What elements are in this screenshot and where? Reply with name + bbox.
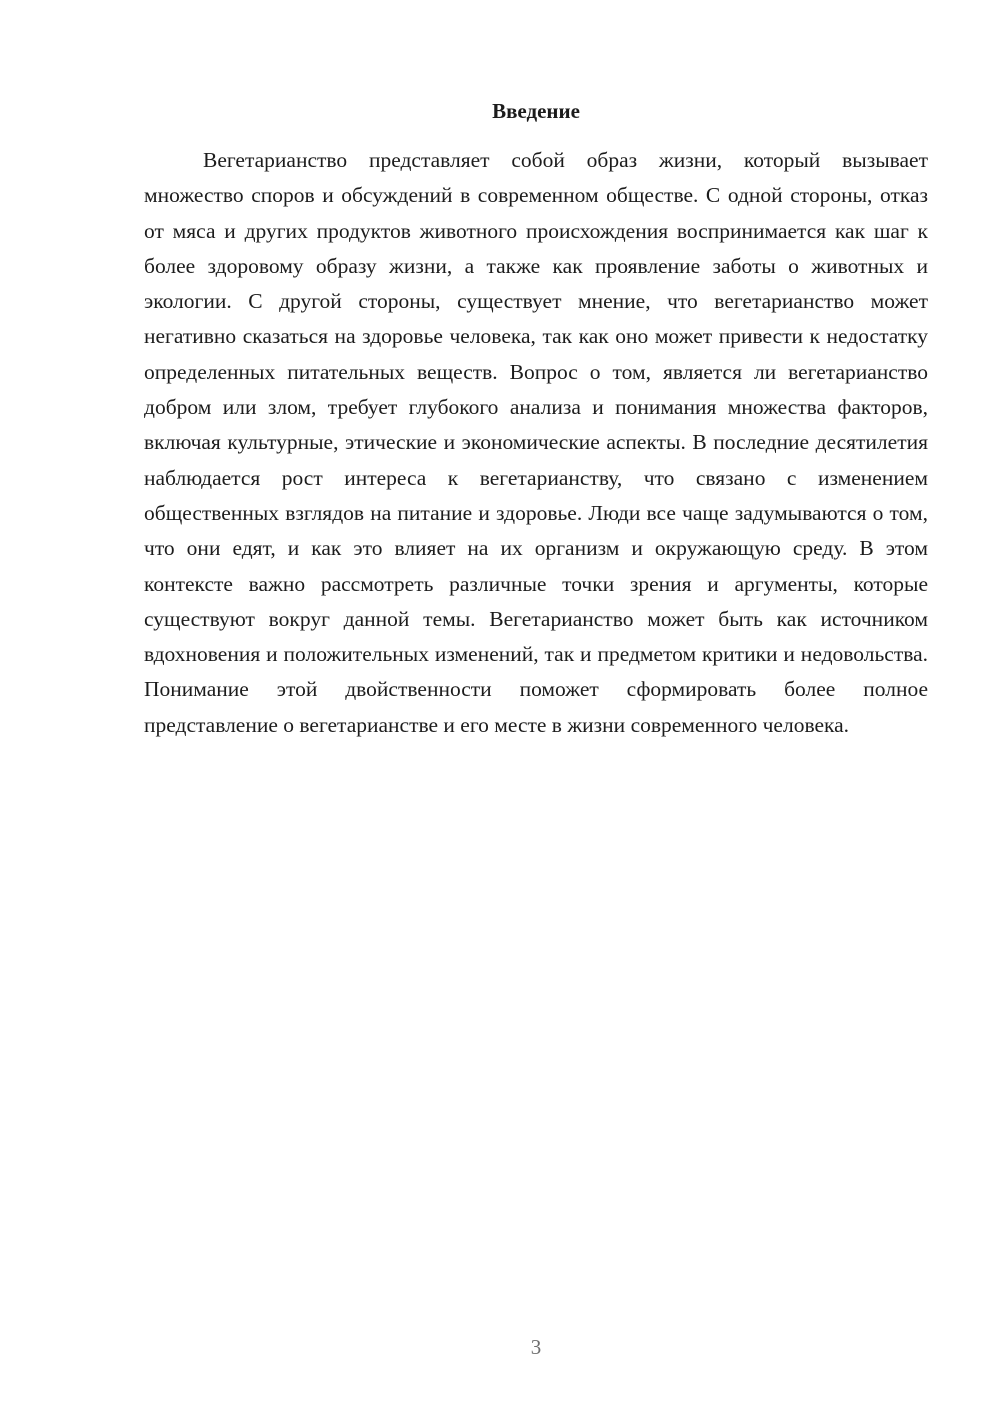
section-heading: Введение [492, 99, 580, 123]
body-paragraph: Вегетарианство представляет собой образ жизни, который вызывает множество споров и обсуждений в современном обществе. С одной стороны, отказ от мяса и других продуктов животного происхождения воспринимается как шаг к более здоровому образу жизни, а также как проявление заботы о животных и экологии. С другой стороны, существует мнение, что вегетарианство может негативно сказаться на здоровье человека, так как оно может привести к недостатку определенных питательных веществ. Вопрос о том, является ли вегетарианство добром или злом, требует глубокого анализа и понимания множества факторов, включая культурные, этические и экономические аспекты. В последние десятилетия наблюдается рост интереса к вегетарианству, что связано с изменением общественных взглядов на питание и здоровье. Люди все чаще задумываются о том, что они едят, и как это влияет на их организм и окружающую среду. В этом контексте важно рассмотреть различные точки зрения и аргументы, которые существуют вокруг данной темы. Вегетарианство может быть как источником вдохновения и положительных изменений, так и предметом критики и недовольства. Понимание этой двойственности поможет сформировать более полное представление о вегетарианстве и его месте в жизни современного человека. [144, 148, 928, 737]
page-number: 3 [530, 1335, 542, 1359]
